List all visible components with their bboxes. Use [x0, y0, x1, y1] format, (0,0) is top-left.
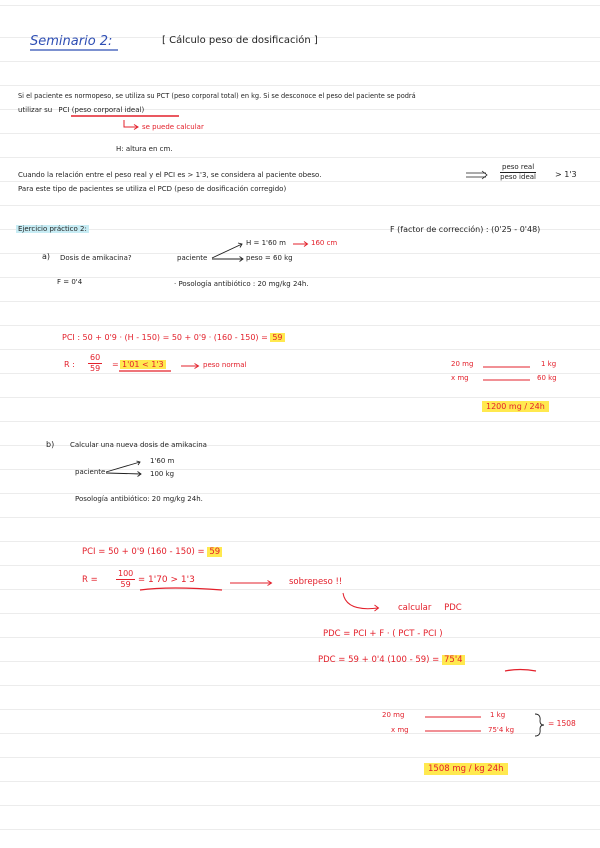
- part-b-calc-note: calcular PDC: [398, 603, 462, 613]
- part-b-rule-r2-left: x mg: [391, 726, 409, 734]
- intro-line-3: Cuando la relación entre el peso real y el PCI es > 1'3, se considera al paciente obeso.: [18, 171, 322, 179]
- split-arrow-up-icon: [212, 244, 242, 258]
- part-b-weight: 100 kg: [150, 470, 175, 478]
- part-a-rule-r1-right: 1 kg: [541, 360, 557, 368]
- part-b-height: 1'60 m: [150, 457, 175, 465]
- part-a-rule-r2-right: 60 kg: [537, 374, 557, 382]
- intro-line-4: Para este tipo de pacientes se utiliza el PCD (peso de dosificación corregido): [18, 185, 287, 193]
- part-b-r-fraction: [116, 570, 135, 589]
- part-a-pci-lhs: PCI : 50 + 0'9 · (H - 150) = 50 + 0'9 · (160 - 150) =: [62, 333, 268, 342]
- intro-line-2: [18, 107, 144, 114]
- part-a-r-value-text: 1'01 < 1'3: [122, 360, 164, 369]
- part-b-result-text: 1508 mg / kg 24h: [424, 763, 508, 775]
- part-b-rule-total: = 1508: [548, 719, 576, 728]
- curve-arrow-icon: [343, 593, 378, 609]
- part-b-pci-result: 59: [209, 547, 221, 557]
- part-a-rule-r2-left: x mg: [451, 374, 469, 382]
- part-b-rule-r1-right: 1 kg: [490, 711, 506, 719]
- part-a-r-label: R :: [64, 360, 75, 369]
- ratio-rhs: > 1'3: [555, 170, 577, 179]
- part-b-pdc-formula: PDC = PCI + F · ( PCT - PCI ): [323, 629, 443, 639]
- part-a-height: H = 1'60 m: [246, 239, 286, 247]
- part-b-rule-r1-left: 20 mg: [382, 711, 405, 719]
- part-a-question: Dosis de amikacina?: [60, 254, 132, 262]
- intro-arrow-note: se puede calcular: [142, 123, 204, 131]
- part-b-r-num: 100: [118, 569, 134, 578]
- part-a-weight: peso = 60 kg: [246, 254, 293, 262]
- part-b-r-den: 59: [120, 580, 131, 589]
- part-b-r-eq: =: [138, 575, 146, 585]
- ratio-num: peso real: [502, 163, 535, 171]
- page-title: Seminario 2:: [30, 34, 113, 49]
- part-b-pdc-lhs: PDC = 59 + 0'4 (100 - 59) =: [318, 655, 440, 665]
- part-a-pci-result: 59: [272, 333, 283, 342]
- part-a-patient: paciente: [177, 254, 208, 262]
- part-b-question: Calcular una nueva dosis de amikacina: [70, 441, 207, 449]
- part-a-pci: [62, 334, 285, 342]
- part-a-posology: · Posología antibiótico : 20 mg/kg 24h.: [174, 280, 309, 288]
- intro-line-2-pre: utilizar su: [18, 106, 53, 114]
- brace-icon: [535, 714, 544, 736]
- implies-arrow-icon: [466, 173, 486, 177]
- part-b-r-conclusion: sobrepeso !!: [289, 577, 343, 587]
- part-b-pdc: [318, 656, 465, 665]
- part-a-label: a): [42, 252, 51, 261]
- part-a-r-conclusion: peso normal: [203, 361, 247, 369]
- hook-arrow-icon: [124, 120, 137, 127]
- intro-line-1: Si el paciente es normopeso, se utiliza su PCT (peso corporal total) en kg. Si se desconoce el peso del paciente se podrá: [18, 92, 416, 100]
- part-b-r-value: 1'70 > 1'3: [148, 575, 195, 585]
- part-b-pci: [82, 548, 222, 557]
- part-b-label: b): [46, 440, 55, 449]
- ratio-fraction: [500, 164, 536, 181]
- part-b-pci-lhs: PCI = 50 + 0'9 (160 - 150) =: [82, 547, 205, 557]
- part-b-rule-r2-right: 75'4 kg: [488, 726, 515, 734]
- exercise-title-text: Ejercicio práctico 2:: [18, 225, 87, 233]
- part-b-posology: Posología antibiótico: 20 mg/kg 24h.: [75, 495, 203, 503]
- part-a-r-value: [120, 361, 166, 369]
- part-b-result: [424, 765, 508, 774]
- factor-note: F (factor de corrección) : (0'25 - 0'48): [390, 225, 541, 234]
- page-topic: [ Cálculo peso de dosificación ]: [162, 35, 318, 46]
- part-b-r-label: R =: [82, 575, 98, 585]
- exercise-title: [16, 226, 89, 233]
- part-a-result-text: 1200 mg / 24h: [482, 401, 549, 412]
- part-a-r-den: 59: [90, 364, 101, 373]
- part-b-pdc-result: 75'4: [444, 655, 463, 665]
- ratio-den: peso ideal: [500, 173, 536, 181]
- part-a-rule-r1-left: 20 mg: [451, 360, 474, 368]
- part-a-r-num: 60: [90, 353, 101, 362]
- part-a-height-cm: 160 cm: [311, 239, 338, 247]
- part-a-factor: F = 0'4: [57, 278, 83, 286]
- part-b-patient: paciente: [75, 468, 106, 476]
- pci-term: PCI (peso corporal ideal): [58, 106, 145, 114]
- part-a-r-eq: =: [112, 360, 119, 369]
- part-a-result: [482, 403, 549, 411]
- intro-h-note: H: altura en cm.: [116, 145, 173, 153]
- part-a-r-fraction: [88, 354, 102, 373]
